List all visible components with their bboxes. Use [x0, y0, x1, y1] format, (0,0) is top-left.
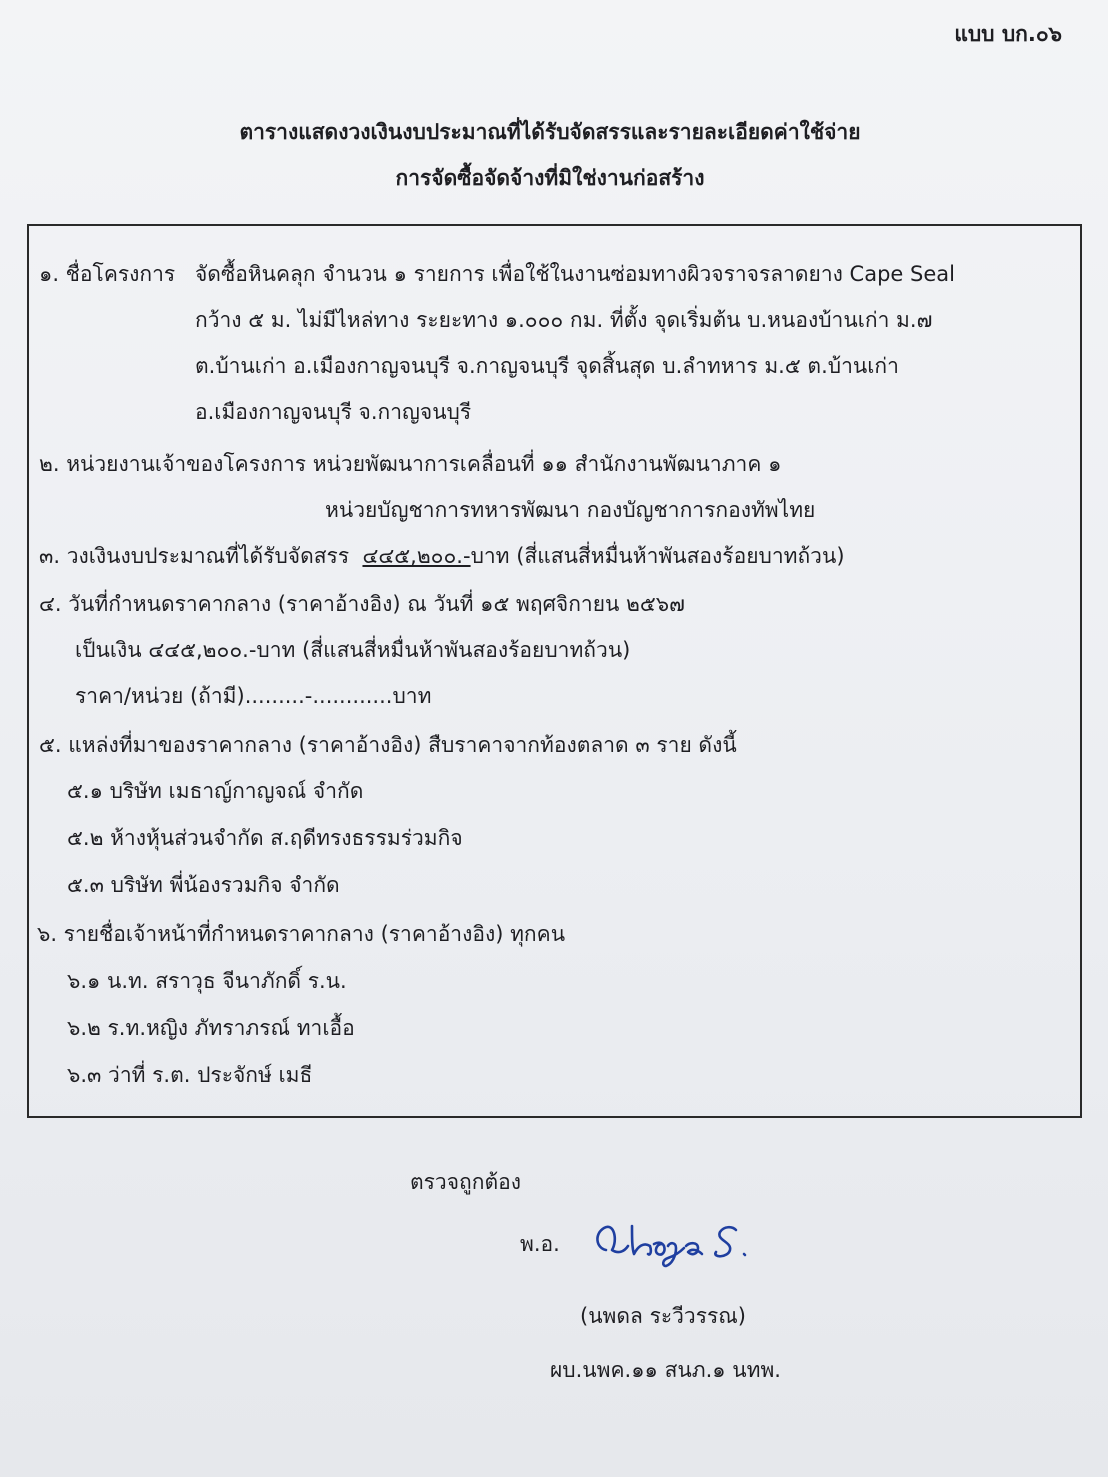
signer-position: ผบ.นพค.๑๑ สนภ.๑ นทพ.	[550, 1358, 781, 1382]
sources-heading: ๕. แหล่งที่มาของราคากลาง (ราคาอ้างอิง) สืบราคาจากท้องตลาด ๓ ราย ดังนี้	[39, 733, 737, 757]
owner-line-1: ๒. หน่วยงานเจ้าของโครงการ หน่วยพัฒนาการเคลื่อนที่ ๑๑ สำนักงานพัฒนาภาค ๑	[39, 452, 782, 476]
document-title: ตารางแสดงวงเงินงบประมาณที่ได้รับจัดสรรและรายละเอียดค่าใช้จ่าย	[239, 120, 861, 144]
owner-line-2: หน่วยบัญชาการทหารพัฒนา กองบัญชาการกองทัพไทย	[325, 498, 816, 522]
budget-suffix: บาท (สี่แสนสี่หมื่นห้าพันสองร้อยบาทถ้วน)	[470, 544, 845, 568]
project-line-2: กว้าง ๕ ม. ไม่มีไหล่ทาง ระยะทาง ๑.๐๐๐ กม. ที่ตั้ง จุดเริ่มต้น บ.หนองบ้านเก่า ม.๗	[195, 308, 933, 332]
reference-unit-price: ราคา/หน่วย (ถ้ามี).........-............บาท	[75, 684, 432, 708]
budget-line	[39, 540, 845, 573]
official-item: ๖.๑ น.ท. สราวุธ จีนาภักดิ์ ร.น.	[67, 969, 347, 993]
officials-heading: ๖. รายชื่อเจ้าหน้าที่กำหนดราคากลาง (ราคาอ้างอิง) ทุกคน	[37, 922, 566, 946]
project-line-1: จัดซื้อหินคลุก จำนวน ๑ รายการ เพื่อใช้ในงานซ่อมทางผิวจราจรลาดยาง Cape Seal	[195, 262, 955, 286]
verified-label: ตรวจถูกต้อง	[410, 1170, 521, 1194]
details-box	[27, 224, 1082, 1118]
signer-rank: พ.อ.	[520, 1232, 560, 1256]
project-label: ๑. ชื่อโครงการ	[39, 262, 176, 286]
project-line-3: ต.บ้านเก่า อ.เมืองกาญจนบุรี จ.กาญจนบุรี จุดสิ้นสุด บ.ลำทหาร ม.๕ ต.บ้านเก่า	[195, 354, 899, 378]
handwritten-signature	[588, 1212, 778, 1274]
signer-name: (นพดล ระวีวรรณ)	[580, 1304, 746, 1328]
form-code: แบบ บก.๐๖	[954, 22, 1062, 46]
source-item: ๕.๓ บริษัท พี่น้องรวมกิจ จำกัด	[67, 873, 340, 897]
official-item: ๖.๓ ว่าที่ ร.ต. ประจักษ์ เมธี	[67, 1063, 313, 1087]
reference-amount: เป็นเงิน ๔๔๕,๒๐๐.-บาท (สี่แสนสี่หมื่นห้าพันสองร้อยบาทถ้วน)	[75, 638, 631, 662]
official-item: ๖.๒ ร.ท.หญิง ภัทราภรณ์ ทาเอื้อ	[67, 1016, 355, 1040]
reference-date: ๔. วันที่กำหนดราคากลาง (ราคาอ้างอิง) ณ วันที่ ๑๕ พฤศจิกายน ๒๕๖๗	[39, 592, 685, 616]
budget-prefix: ๓. วงเงินงบประมาณที่ได้รับจัดสรร	[39, 544, 350, 568]
document-subtitle: การจัดซื้อจัดจ้างที่มิใช่งานก่อสร้าง	[395, 166, 705, 190]
source-item: ๕.๑ บริษัท เมธาญ์กาญจณ์ จำกัด	[67, 779, 364, 803]
source-item: ๕.๒ ห้างหุ้นส่วนจำกัด ส.ฤดีทรงธรรมร่วมกิจ	[67, 826, 463, 850]
budget-amount: ๔๔๕,๒๐๐.-	[362, 544, 471, 568]
project-line-4: อ.เมืองกาญจนบุรี จ.กาญจนบุรี	[195, 400, 472, 424]
